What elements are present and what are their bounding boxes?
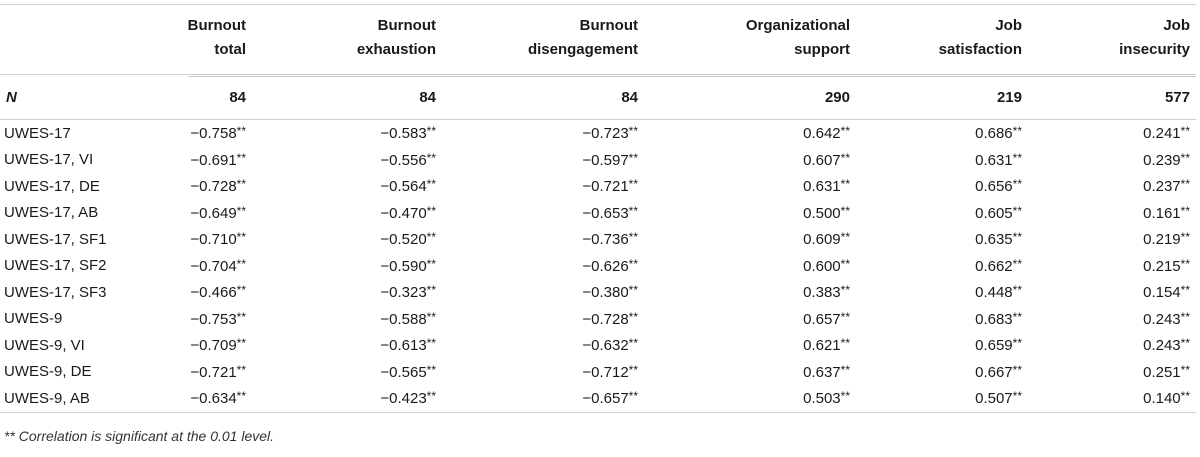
- header-row: [0, 4, 1196, 75]
- table-cell: 0.657**: [803, 309, 850, 328]
- table-cell: −0.466**: [190, 283, 246, 302]
- table-cell: −0.556**: [380, 150, 436, 169]
- table-cell: −0.721**: [582, 177, 638, 196]
- table-cell: 0.154**: [1143, 283, 1190, 302]
- table-body: [0, 120, 1196, 413]
- header-organizational-support: Organizational support: [745, 17, 850, 58]
- table-cell: −0.565**: [380, 362, 436, 381]
- table-cell: −0.423**: [252, 385, 442, 412]
- table-cell: −0.632**: [582, 336, 638, 355]
- table-cell: −0.709**: [190, 336, 246, 355]
- n-label: N: [0, 75, 160, 120]
- table-row: [0, 226, 1196, 253]
- table-cell: 0.686**: [856, 120, 1028, 147]
- table-cell: 0.635**: [975, 230, 1022, 249]
- table-cell: 0.503**: [644, 385, 856, 412]
- table-cell: 0.637**: [803, 362, 850, 381]
- table-cell: −0.626**: [582, 256, 638, 275]
- table-row: [0, 332, 1196, 359]
- table-row: [0, 173, 1196, 200]
- table-cell: −0.583**: [252, 120, 442, 147]
- table-cell: 0.631**: [803, 177, 850, 196]
- table-cell: −0.590**: [380, 256, 436, 275]
- table-cell: −0.613**: [380, 336, 436, 355]
- row-label: UWES-17, SF2: [4, 257, 107, 275]
- table-cell: −0.657**: [442, 385, 644, 412]
- table-cell: 0.239**: [1143, 150, 1190, 169]
- table-cell: 0.607**: [803, 150, 850, 169]
- table-cell: −0.758**: [160, 120, 252, 147]
- header-job-satisfaction: Job satisfaction: [938, 17, 1022, 58]
- table-cell: −0.520**: [380, 230, 436, 249]
- table-cell: −0.704**: [190, 256, 246, 275]
- table-cell: 0.609**: [803, 230, 850, 249]
- row-label: UWES-17, SF3: [4, 283, 107, 301]
- table-cell: −0.721**: [190, 362, 246, 381]
- n-value: 84: [442, 75, 644, 120]
- table-cell: 0.600**: [803, 256, 850, 275]
- sample-size-row: [0, 75, 1196, 120]
- table-cell: −0.728**: [582, 309, 638, 328]
- table-cell: 0.243**: [1143, 336, 1190, 355]
- table-row: [0, 279, 1196, 306]
- table-row: [0, 120, 1196, 147]
- header-job-insecurity: Job insecurity: [1119, 17, 1190, 58]
- row-label: UWES-17, AB: [4, 204, 99, 222]
- table-cell: 0.251**: [1143, 362, 1190, 381]
- header-burnout-exhaustion: Burnout exhaustion: [356, 17, 436, 58]
- table-row: [0, 147, 1196, 174]
- table-row: [0, 200, 1196, 227]
- table-cell: −0.653**: [582, 203, 638, 222]
- row-label: UWES-17, DE: [4, 177, 100, 195]
- footnote: ** Correlation is significant at the 0.01 level.: [4, 428, 275, 444]
- table-cell: −0.712**: [582, 362, 638, 381]
- table-cell: 0.243**: [1143, 309, 1190, 328]
- n-value: 219: [856, 75, 1028, 120]
- row-label: UWES-9, VI: [4, 336, 85, 354]
- header-corner: [0, 4, 160, 75]
- table-cell: 0.507**: [856, 385, 1028, 412]
- table-cell: 0.161**: [1143, 203, 1190, 222]
- table-cell: −0.723**: [442, 120, 644, 147]
- table-cell: −0.634**: [160, 385, 252, 412]
- table-cell: 0.500**: [803, 203, 850, 222]
- table-row: [0, 359, 1196, 386]
- table-row: [0, 253, 1196, 280]
- table-cell: 0.683**: [975, 309, 1022, 328]
- table-cell: −0.649**: [190, 203, 246, 222]
- table-cell: 0.642**: [644, 120, 856, 147]
- table-cell: −0.728**: [190, 177, 246, 196]
- table-cell: −0.380**: [582, 283, 638, 302]
- table-cell: 0.448**: [975, 283, 1022, 302]
- n-value: 577: [1028, 75, 1196, 120]
- row-label: UWES-9: [4, 310, 63, 328]
- row-label: UWES-9, AB: [0, 385, 160, 412]
- table-cell: 0.215**: [1143, 256, 1190, 275]
- table-cell: 0.605**: [975, 203, 1022, 222]
- table-cell: 0.140**: [1028, 385, 1196, 412]
- table-cell: 0.659**: [975, 336, 1022, 355]
- n-value: 290: [644, 75, 856, 120]
- table-cell: 0.219**: [1143, 230, 1190, 249]
- table-cell: −0.710**: [190, 230, 246, 249]
- table-cell: −0.323**: [380, 283, 436, 302]
- table-cell: −0.588**: [380, 309, 436, 328]
- table-cell: −0.691**: [190, 150, 246, 169]
- header-burnout-disengagement: Burnout disengagement: [527, 17, 638, 58]
- n-value: 84: [252, 75, 442, 120]
- table-cell: 0.667**: [975, 362, 1022, 381]
- table-row: [0, 306, 1196, 333]
- table-cell: 0.656**: [975, 177, 1022, 196]
- table-cell: 0.241**: [1028, 120, 1196, 147]
- header-burnout-total: Burnout total: [187, 17, 246, 58]
- table-cell: −0.736**: [582, 230, 638, 249]
- table-cell: −0.564**: [380, 177, 436, 196]
- table-cell: 0.383**: [803, 283, 850, 302]
- row-label: UWES-17, SF1: [4, 230, 107, 248]
- table-cell: −0.597**: [582, 150, 638, 169]
- row-label: UWES-17: [0, 120, 160, 147]
- table-cell: −0.470**: [380, 203, 436, 222]
- table-cell: 0.621**: [803, 336, 850, 355]
- correlation-table: [0, 4, 1196, 413]
- table-cell: 0.631**: [975, 150, 1022, 169]
- row-label: UWES-17, VI: [4, 151, 94, 169]
- table-cell: 0.237**: [1143, 177, 1190, 196]
- table-cell: −0.753**: [190, 309, 246, 328]
- table-row: [0, 385, 1196, 412]
- n-value: 84: [160, 75, 252, 120]
- row-label: UWES-9, DE: [4, 363, 92, 381]
- table-cell: 0.662**: [975, 256, 1022, 275]
